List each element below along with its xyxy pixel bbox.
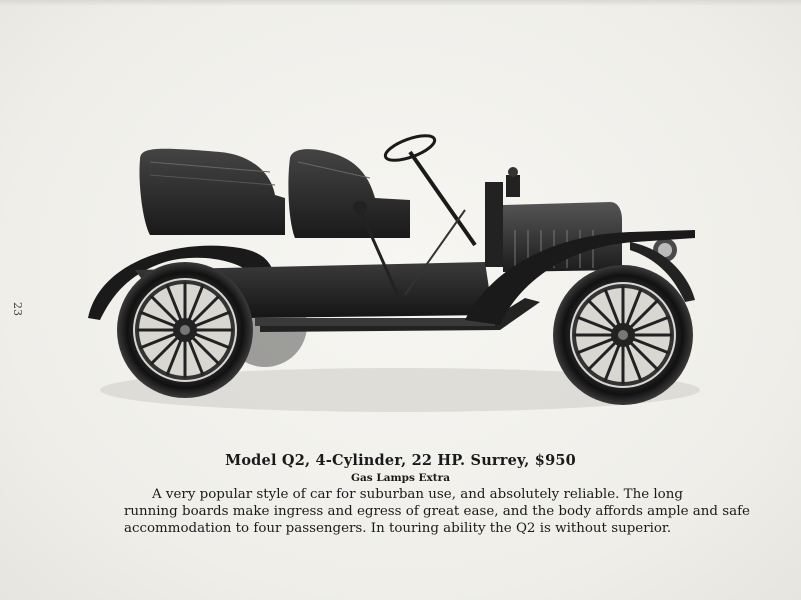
model-description [124,486,750,537]
rear-wheel [117,262,253,398]
description-line: running boards make ingress and egress of great ease, and the body affords ample and safe [124,504,750,519]
description-line: accommodation to four passengers. In touring ability the Q2 is without superior. [124,521,672,536]
description-line: A very popular style of car for suburban use, and absolutely reliable. The long [152,487,683,502]
front-wheel [553,265,693,405]
car-illustration [70,120,720,420]
automobile-illustration-icon [70,120,720,420]
model-caption-title: Model Q2, 4-Cylinder, 22 HP. Surrey, $950 [225,452,576,469]
page-top-edge [0,0,801,6]
page-number: 23 [11,302,24,316]
model-caption-subtitle: Gas Lamps Extra [351,472,450,484]
